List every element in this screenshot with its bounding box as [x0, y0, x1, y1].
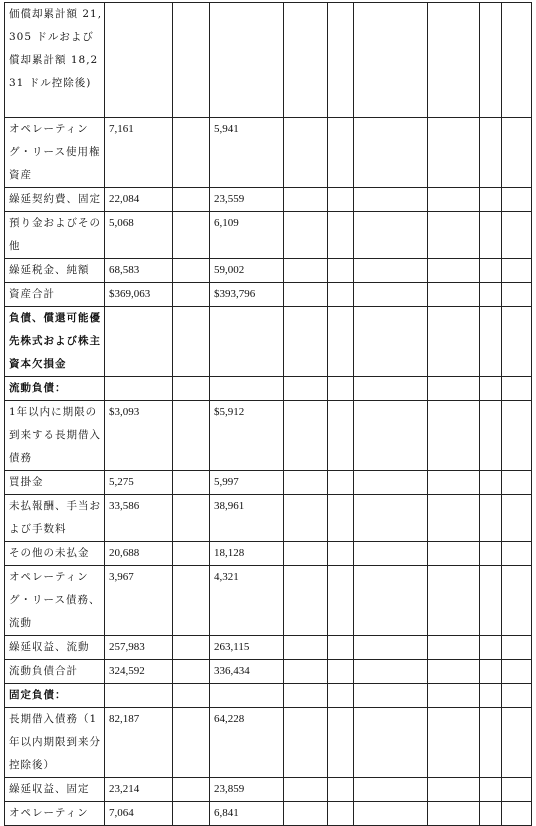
empty-cell: [173, 377, 210, 401]
empty-cell: [502, 3, 532, 118]
row-label: 流動負債合計: [5, 660, 105, 684]
empty-cell: [480, 542, 502, 566]
empty-cell: [173, 660, 210, 684]
value-current: 20,688: [105, 542, 173, 566]
empty-cell: [328, 778, 354, 802]
empty-cell: [284, 212, 328, 259]
row-label: 価償却累計額 21,305 ドルおよび償却累計額 18,231 ドル控除後): [5, 3, 105, 118]
value-current: 5,068: [105, 212, 173, 259]
empty-cell: [354, 283, 428, 307]
value-prior: 59,002: [210, 259, 284, 283]
table-row: [5, 212, 532, 259]
empty-cell: [480, 636, 502, 660]
empty-cell: [284, 471, 328, 495]
value-prior: [210, 684, 284, 708]
empty-cell: [502, 401, 532, 471]
empty-cell: [502, 684, 532, 708]
row-label: 負債、償還可能優先株式および株主資本欠損金: [5, 307, 105, 377]
empty-cell: [328, 377, 354, 401]
empty-cell: [284, 3, 328, 118]
empty-cell: [284, 802, 328, 826]
table-row: [5, 660, 532, 684]
empty-cell: [284, 708, 328, 778]
value-current: 22,084: [105, 188, 173, 212]
empty-cell: [428, 212, 480, 259]
empty-cell: [173, 778, 210, 802]
empty-cell: [502, 495, 532, 542]
empty-cell: [428, 188, 480, 212]
financial-table-page: [4, 2, 532, 826]
empty-cell: [502, 283, 532, 307]
row-label: 1年以内に期限の到来する長期借入債務: [5, 401, 105, 471]
empty-cell: [173, 118, 210, 188]
value-prior: $5,912: [210, 401, 284, 471]
empty-cell: [354, 212, 428, 259]
empty-cell: [354, 566, 428, 636]
empty-cell: [173, 283, 210, 307]
empty-cell: [428, 377, 480, 401]
empty-cell: [173, 566, 210, 636]
empty-cell: [502, 118, 532, 188]
row-label: 固定負債：: [5, 684, 105, 708]
empty-cell: [354, 471, 428, 495]
empty-cell: [354, 259, 428, 283]
row-label: 預り金およびその他: [5, 212, 105, 259]
value-current: 5,275: [105, 471, 173, 495]
table-row: [5, 495, 532, 542]
empty-cell: [173, 401, 210, 471]
empty-cell: [328, 118, 354, 188]
empty-cell: [428, 283, 480, 307]
table-row: [5, 118, 532, 188]
row-label: その他の未払金: [5, 542, 105, 566]
value-current: 82,187: [105, 708, 173, 778]
empty-cell: [428, 495, 480, 542]
empty-cell: [354, 3, 428, 118]
empty-cell: [502, 307, 532, 377]
value-current: [105, 307, 173, 377]
row-label: オペレーティング・リース債務、流動: [5, 566, 105, 636]
value-current: $369,063: [105, 283, 173, 307]
empty-cell: [480, 259, 502, 283]
empty-cell: [480, 778, 502, 802]
empty-cell: [502, 259, 532, 283]
table-row: [5, 802, 532, 826]
empty-cell: [502, 802, 532, 826]
empty-cell: [428, 708, 480, 778]
empty-cell: [428, 401, 480, 471]
empty-cell: [173, 636, 210, 660]
empty-cell: [428, 636, 480, 660]
empty-cell: [480, 188, 502, 212]
empty-cell: [502, 660, 532, 684]
empty-cell: [480, 802, 502, 826]
empty-cell: [480, 283, 502, 307]
empty-cell: [354, 495, 428, 542]
value-prior: 5,997: [210, 471, 284, 495]
value-current: $3,093: [105, 401, 173, 471]
empty-cell: [480, 471, 502, 495]
empty-cell: [354, 778, 428, 802]
empty-cell: [480, 401, 502, 471]
table-row: [5, 401, 532, 471]
row-label: 繰延収益、流動: [5, 636, 105, 660]
empty-cell: [328, 188, 354, 212]
empty-cell: [428, 3, 480, 118]
empty-cell: [328, 802, 354, 826]
row-label: オペレーティン: [5, 802, 105, 826]
row-label: 資産合計: [5, 283, 105, 307]
value-current: [105, 377, 173, 401]
table-body: [5, 3, 532, 826]
empty-cell: [480, 495, 502, 542]
row-label: 買掛金: [5, 471, 105, 495]
empty-cell: [502, 566, 532, 636]
value-prior: 4,321: [210, 566, 284, 636]
empty-cell: [428, 118, 480, 188]
value-current: 257,983: [105, 636, 173, 660]
table-row: [5, 188, 532, 212]
empty-cell: [480, 660, 502, 684]
empty-cell: [354, 802, 428, 826]
empty-cell: [354, 636, 428, 660]
table-row: [5, 283, 532, 307]
empty-cell: [502, 636, 532, 660]
row-label: 繰延契約費、固定: [5, 188, 105, 212]
table-row: [5, 259, 532, 283]
row-label: 未払報酬、手当および手数料: [5, 495, 105, 542]
empty-cell: [284, 660, 328, 684]
table-row: [5, 778, 532, 802]
value-prior: [210, 3, 284, 118]
empty-cell: [354, 307, 428, 377]
empty-cell: [354, 401, 428, 471]
empty-cell: [328, 283, 354, 307]
empty-cell: [428, 307, 480, 377]
value-current: 33,586: [105, 495, 173, 542]
empty-cell: [284, 778, 328, 802]
value-prior: 18,128: [210, 542, 284, 566]
empty-cell: [328, 542, 354, 566]
empty-cell: [173, 3, 210, 118]
empty-cell: [480, 118, 502, 188]
empty-cell: [284, 542, 328, 566]
table-row: [5, 307, 532, 377]
empty-cell: [173, 495, 210, 542]
empty-cell: [328, 307, 354, 377]
empty-cell: [354, 660, 428, 684]
empty-cell: [173, 471, 210, 495]
empty-cell: [480, 566, 502, 636]
value-prior: 23,559: [210, 188, 284, 212]
empty-cell: [502, 778, 532, 802]
table-row: [5, 566, 532, 636]
empty-cell: [328, 3, 354, 118]
table-row: [5, 636, 532, 660]
value-prior: 5,941: [210, 118, 284, 188]
empty-cell: [328, 684, 354, 708]
value-current: 7,161: [105, 118, 173, 188]
value-prior: 263,115: [210, 636, 284, 660]
empty-cell: [284, 495, 328, 542]
table-row: [5, 377, 532, 401]
empty-cell: [173, 708, 210, 778]
empty-cell: [328, 401, 354, 471]
empty-cell: [284, 283, 328, 307]
empty-cell: [354, 118, 428, 188]
empty-cell: [284, 636, 328, 660]
table-row: [5, 542, 532, 566]
empty-cell: [502, 188, 532, 212]
empty-cell: [428, 684, 480, 708]
empty-cell: [428, 259, 480, 283]
empty-cell: [173, 684, 210, 708]
empty-cell: [284, 259, 328, 283]
empty-cell: [284, 566, 328, 636]
table-row: [5, 708, 532, 778]
empty-cell: [428, 802, 480, 826]
empty-cell: [502, 471, 532, 495]
empty-cell: [173, 188, 210, 212]
value-prior: 336,434: [210, 660, 284, 684]
empty-cell: [284, 684, 328, 708]
empty-cell: [173, 542, 210, 566]
empty-cell: [428, 566, 480, 636]
value-prior: 64,228: [210, 708, 284, 778]
empty-cell: [354, 708, 428, 778]
empty-cell: [284, 377, 328, 401]
empty-cell: [173, 259, 210, 283]
value-current: 23,214: [105, 778, 173, 802]
table-row: [5, 3, 532, 118]
empty-cell: [284, 401, 328, 471]
value-current: [105, 3, 173, 118]
empty-cell: [502, 708, 532, 778]
empty-cell: [480, 307, 502, 377]
empty-cell: [328, 660, 354, 684]
row-label: オペレーティング・リース使用権資産: [5, 118, 105, 188]
empty-cell: [428, 660, 480, 684]
value-current: 324,592: [105, 660, 173, 684]
empty-cell: [354, 188, 428, 212]
empty-cell: [284, 118, 328, 188]
table-row: [5, 471, 532, 495]
empty-cell: [480, 684, 502, 708]
empty-cell: [354, 684, 428, 708]
empty-cell: [502, 542, 532, 566]
value-prior: [210, 307, 284, 377]
empty-cell: [173, 802, 210, 826]
value-prior: 38,961: [210, 495, 284, 542]
value-current: [105, 684, 173, 708]
row-label: 繰延収益、固定: [5, 778, 105, 802]
value-current: 68,583: [105, 259, 173, 283]
empty-cell: [173, 212, 210, 259]
empty-cell: [354, 542, 428, 566]
empty-cell: [328, 708, 354, 778]
empty-cell: [328, 212, 354, 259]
empty-cell: [480, 377, 502, 401]
empty-cell: [428, 471, 480, 495]
empty-cell: [328, 566, 354, 636]
empty-cell: [428, 778, 480, 802]
empty-cell: [480, 212, 502, 259]
empty-cell: [284, 307, 328, 377]
value-current: 7,064: [105, 802, 173, 826]
balance-sheet-table: [4, 2, 532, 826]
row-label: 繰延税金、純額: [5, 259, 105, 283]
value-prior: 6,841: [210, 802, 284, 826]
table-row: [5, 684, 532, 708]
empty-cell: [502, 212, 532, 259]
row-label: 流動負債：: [5, 377, 105, 401]
value-prior: [210, 377, 284, 401]
empty-cell: [354, 377, 428, 401]
empty-cell: [328, 636, 354, 660]
empty-cell: [328, 259, 354, 283]
empty-cell: [173, 307, 210, 377]
value-current: 3,967: [105, 566, 173, 636]
value-prior: $393,796: [210, 283, 284, 307]
empty-cell: [480, 3, 502, 118]
row-label: 長期借入債務（1年以内期限到来分控除後）: [5, 708, 105, 778]
empty-cell: [428, 542, 480, 566]
value-prior: 23,859: [210, 778, 284, 802]
empty-cell: [284, 188, 328, 212]
empty-cell: [502, 377, 532, 401]
empty-cell: [328, 471, 354, 495]
empty-cell: [328, 495, 354, 542]
value-prior: 6,109: [210, 212, 284, 259]
empty-cell: [480, 708, 502, 778]
